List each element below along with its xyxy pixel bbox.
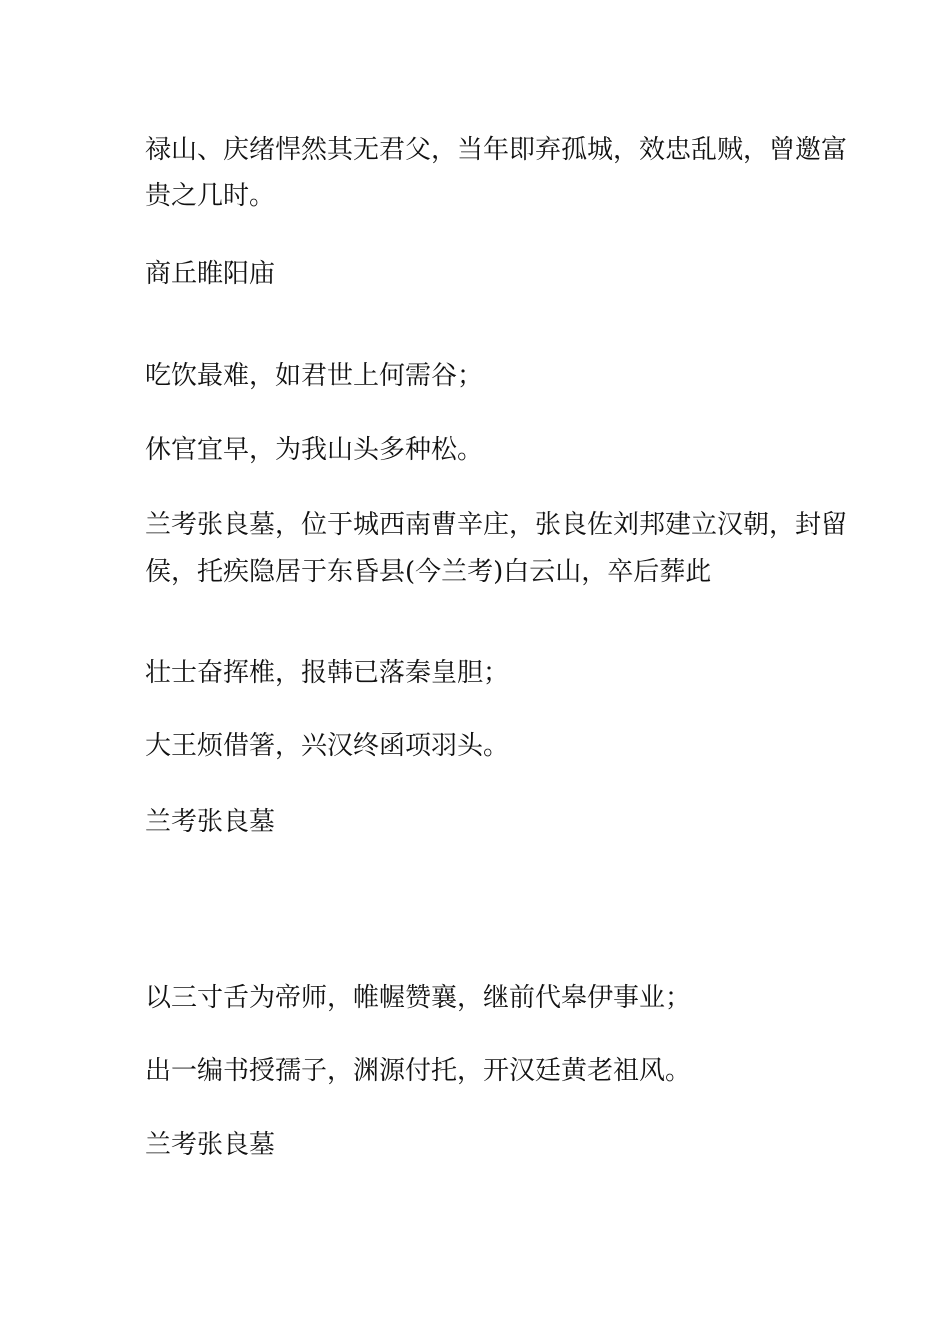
caption-location: 兰考张良墓 [145, 807, 276, 837]
couplet-line: 大王烦借箸，兴汉终函项羽头。 [145, 731, 510, 761]
couplet-line: 吃饮最难，如君世上何需谷； [145, 361, 484, 391]
text-line: 禄山、庆绪悍然其无君父，当年即弃孤城，效忠乱贼，曾邀富 [145, 135, 848, 165]
caption-location: 兰考张良墓 [145, 1130, 276, 1160]
text-line: 贵之几时。 [145, 181, 276, 211]
text-line: 侯，托疾隐居于东昏县(今兰考)白云山，卒后葬此 [145, 557, 712, 587]
couplet-line: 壮士奋挥椎，报韩已落秦皇胆； [145, 658, 510, 688]
couplet-line: 出一编书授孺子，渊源付托，开汉廷黄老祖风。 [145, 1056, 692, 1086]
caption-location: 商丘睢阳庙 [145, 259, 276, 289]
couplet-line: 休官宜早，为我山头多种松。 [145, 435, 484, 465]
couplet-line: 以三寸舌为帝师，帷幄赞襄，继前代皋伊事业； [145, 983, 692, 1013]
text-line: 兰考张良墓，位于城西南曹辛庄，张良佐刘邦建立汉朝，封留 [145, 510, 848, 540]
